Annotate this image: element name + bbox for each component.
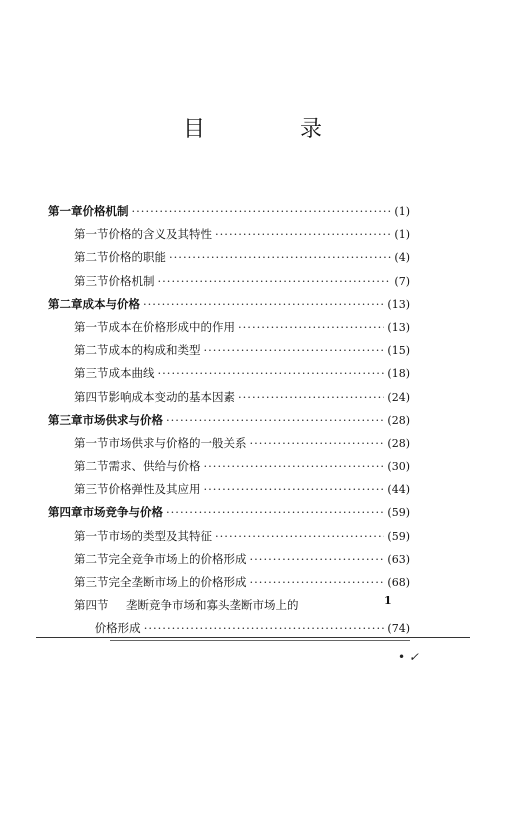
toc-label: 价格的职能 <box>108 250 166 265</box>
toc-number: 第四节 <box>74 598 109 613</box>
toc-number: 第一节 <box>74 435 109 450</box>
margin-marks: • ✓ <box>398 650 419 664</box>
page-number: 1 <box>384 594 392 607</box>
toc-page: (59) <box>387 506 410 520</box>
toc-number: 第三节 <box>74 366 109 381</box>
toc-page: (74) <box>387 622 410 636</box>
dot-leader <box>238 386 384 409</box>
toc-page: (4) <box>394 251 410 265</box>
toc-label: 价格机制 <box>82 204 129 218</box>
divider <box>110 640 410 641</box>
toc-section[interactable] <box>48 362 410 385</box>
dot-leader <box>158 362 385 385</box>
toc-chapter-1[interactable] <box>48 200 410 223</box>
toc-label: 需求、供给与价格 <box>108 459 201 474</box>
dot-leader <box>166 501 384 524</box>
dot-leader <box>215 525 384 548</box>
toc-page: (18) <box>387 367 410 381</box>
toc-label: 价格机制 <box>108 273 155 288</box>
dot-leader <box>143 293 384 316</box>
toc-number: 第一节 <box>74 319 109 334</box>
dot-leader <box>204 455 385 478</box>
dot-leader <box>169 246 391 269</box>
dot-leader <box>238 316 384 339</box>
toc-label: 市场的类型及其特征 <box>108 528 212 543</box>
toc-label: 市场供求与价格的一般关系 <box>108 435 247 450</box>
toc-number: 第三节 <box>74 273 109 288</box>
dot-leader <box>250 548 385 571</box>
toc-page: (13) <box>387 320 410 334</box>
toc-page: (7) <box>394 274 410 288</box>
toc-number: 第四章 <box>48 505 83 520</box>
toc-label: 价格形成 <box>94 621 141 636</box>
toc-label: 垄断竞争市场和寡头垄断市场上的 <box>126 598 299 613</box>
toc-label: 完全垄断市场上的价格形成 <box>108 575 247 589</box>
dot-leader <box>250 571 385 594</box>
toc-section[interactable] <box>48 223 410 246</box>
toc-section[interactable] <box>48 339 410 362</box>
toc-page: (24) <box>387 390 410 404</box>
dot-leader <box>250 432 385 455</box>
toc-number: 第一章 <box>48 204 83 218</box>
toc-label: 市场竞争与价格 <box>82 505 163 520</box>
toc-section[interactable] <box>48 246 410 269</box>
toc-page: (28) <box>387 436 410 450</box>
toc-label: 成本曲线 <box>108 366 155 381</box>
toc-section[interactable] <box>48 548 410 571</box>
toc-label: 影响成本变动的基本因素 <box>108 389 235 404</box>
toc-page: (28) <box>387 413 410 427</box>
toc-number: 第一节 <box>74 227 109 242</box>
toc-page: (59) <box>387 529 410 543</box>
toc-number: 第二节 <box>74 343 109 358</box>
toc-section[interactable] <box>48 594 410 617</box>
toc-page: (15) <box>387 344 410 358</box>
toc-label: 成本与价格 <box>82 296 140 311</box>
toc-page: (1) <box>394 228 410 242</box>
toc-label: 完全竞争市场上的价格形成 <box>108 551 247 566</box>
dot-leader <box>132 200 392 223</box>
dot-leader <box>204 339 385 362</box>
toc-section[interactable] <box>48 316 410 339</box>
toc-label: 成本在价格形成中的作用 <box>108 319 235 334</box>
toc-label: 价格弹性及其应用 <box>108 482 201 497</box>
toc-number: 第三节 <box>74 575 109 589</box>
toc-label: 价格的含义及其特性 <box>108 227 212 242</box>
toc-chapter-2[interactable] <box>48 293 410 316</box>
toc-page: (1) <box>394 205 410 218</box>
toc-section[interactable] <box>48 270 410 293</box>
toc-page: (68) <box>387 576 410 589</box>
dot-leader <box>166 409 384 432</box>
toc-section[interactable] <box>48 432 410 455</box>
toc-page: (44) <box>387 483 410 497</box>
toc-label: 成本的构成和类型 <box>108 343 201 358</box>
toc-section[interactable] <box>48 525 410 548</box>
toc-number: 第二节 <box>74 250 109 265</box>
toc-number: 第三节 <box>74 482 109 497</box>
toc-number: 第二章 <box>48 296 83 311</box>
toc-page: (30) <box>387 460 410 474</box>
dot-leader <box>158 270 392 293</box>
toc-page: (13) <box>387 297 410 311</box>
toc-number: 第一节 <box>74 528 109 543</box>
toc-section[interactable] <box>48 478 410 501</box>
toc-page: (63) <box>387 552 410 566</box>
toc-chapter-3[interactable] <box>48 409 410 432</box>
dot-leader <box>204 478 385 501</box>
toc-number: 第二节 <box>74 551 109 566</box>
toc-number: 第三章 <box>48 412 83 427</box>
table-of-contents <box>48 200 410 641</box>
divider <box>36 637 470 638</box>
toc-number: 第二节 <box>74 459 109 474</box>
page-title: 目 录 <box>183 117 366 142</box>
toc-label: 市场供求与价格 <box>82 412 163 427</box>
toc-section[interactable] <box>48 386 410 409</box>
toc-number: 第四节 <box>74 389 109 404</box>
dot-leader <box>215 223 391 246</box>
toc-chapter-4[interactable] <box>48 501 410 524</box>
toc-section[interactable] <box>48 455 410 478</box>
toc-section[interactable] <box>48 571 410 594</box>
